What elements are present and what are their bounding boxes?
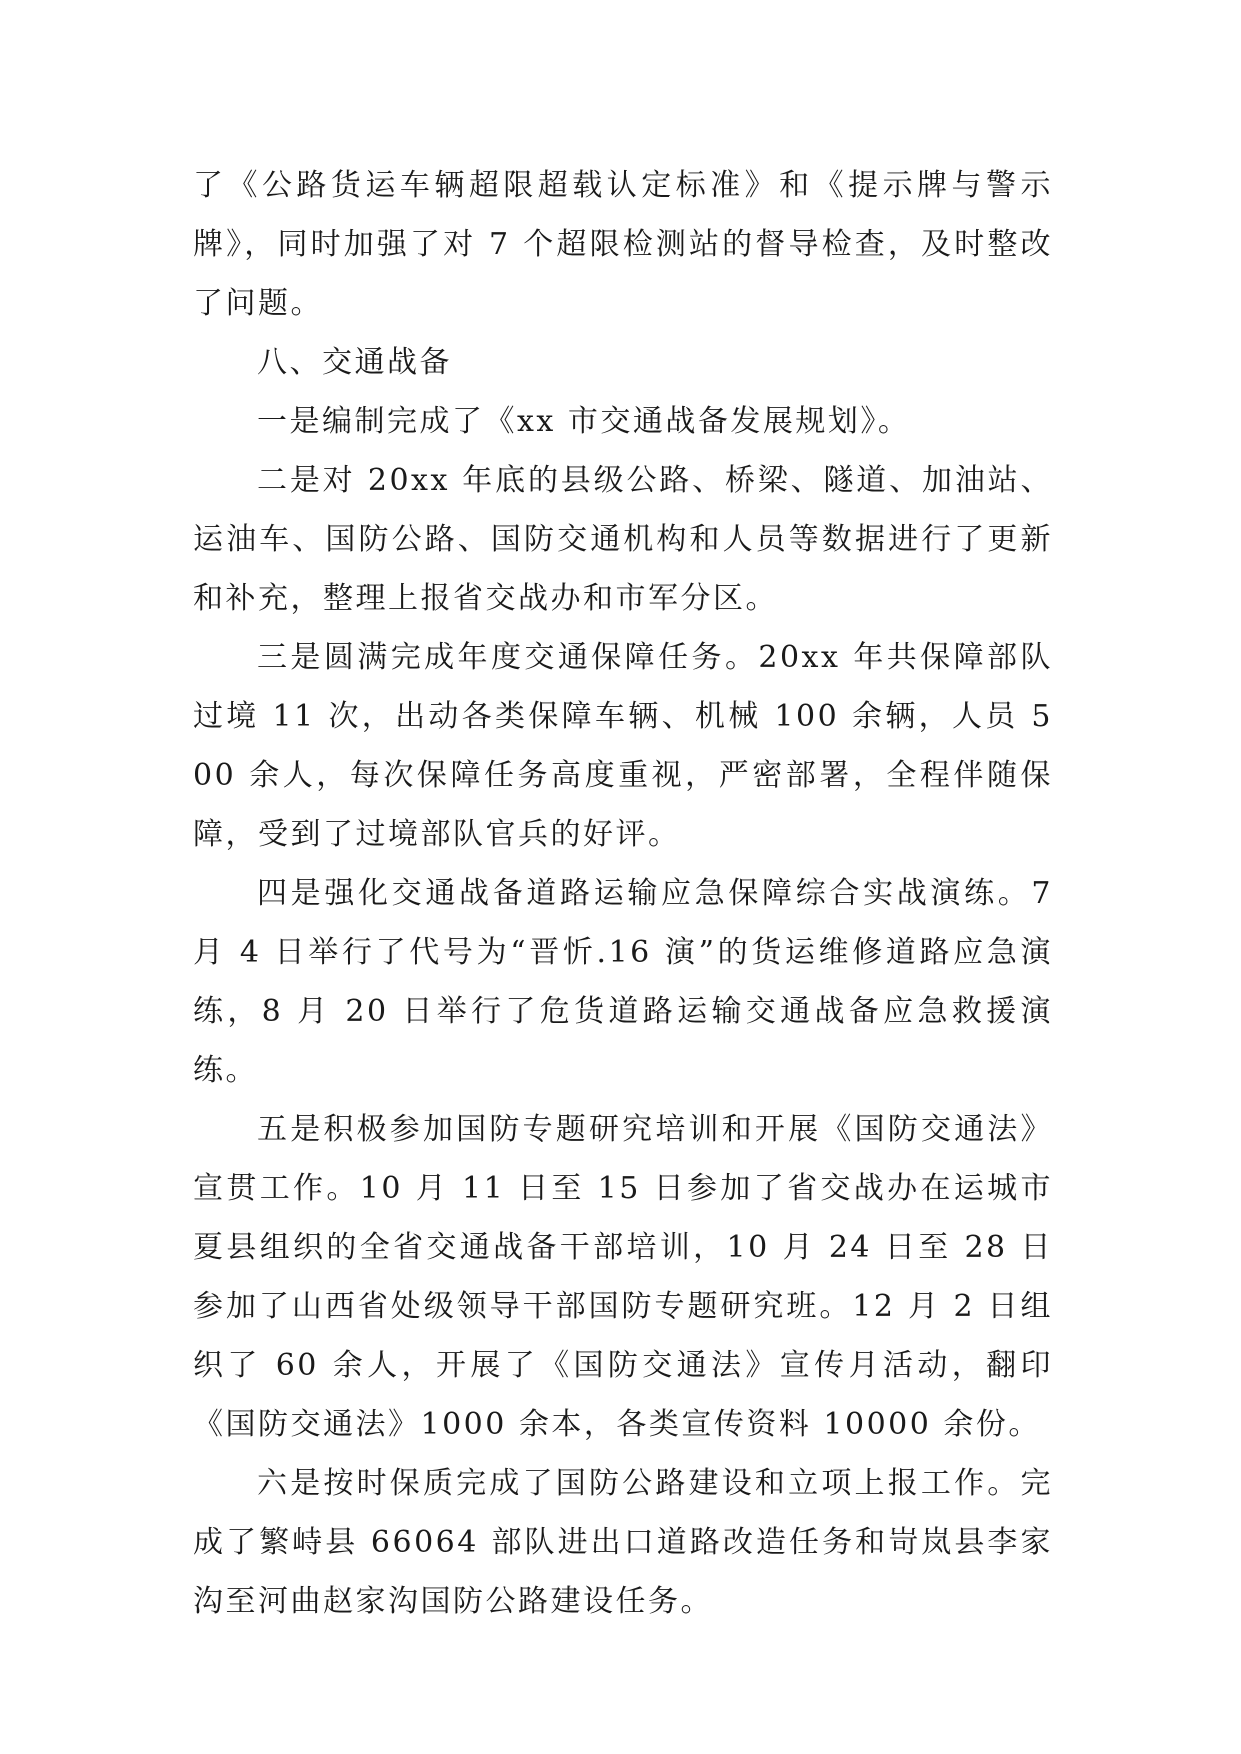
paragraph-item-3: 三是圆满完成年度交通保障任务。20xx 年共保障部队过境 11 次，出动各类保障车辆、机械 100 余辆，人员 500 余人，每次保障任务高度重视，严密部署，全程伴随保障，受到了过境部队官兵的好评。 (193, 640, 1053, 852)
paragraph-item-1: 一是编制完成了《xx 市交通战备发展规划》。 (257, 404, 911, 439)
paragraph-item-2: 二是对 20xx 年底的县级公路、桥梁、隧道、加油站、运油车、国防公路、国防交通机构和人员等数据进行了更新和补充，整理上报省交战办和市军分区。 (193, 463, 1053, 616)
paragraph-item-6: 六是按时保质完成了国防公路建设和立项上报工作。完成了繁峙县 66064 部队进出口道路改造任务和岢岚县李家沟至河曲赵家沟国防公路建设任务。 (193, 1466, 1053, 1619)
paragraph-continuation: 了《公路货运车辆超限超载认定标准》和《提示牌与警示牌》，同时加强了对 7 个超限检测站的督导检查，及时整改了问题。 (193, 168, 1053, 321)
paragraph-item-4: 四是强化交通战备道路运输应急保障综合实战演练。7 月 4 日举行了代号为“晋忻.16 演”的货运维修道路应急演练，8 月 20 日举行了危货道路运输交通战备应急救援演练。 (193, 876, 1053, 1088)
section-heading-traffic-readiness: 八、交通战备 (257, 345, 452, 380)
document-body (193, 156, 1053, 1631)
paragraph-item-5: 五是积极参加国防专题研究培训和开展《国防交通法》宣贯工作。10 月 11 日至 15 日参加了省交战办在运城市夏县组织的全省交通战备干部培训，10 月 24 日至 28 日参加了山西省处级领导干部国防专题研究班。12 月 2 日组织了 60 余人，开展了《国防交通法》宣传月活动，翻印《国防交通法》1000 余本，各类宣传资料 10000 余份。 (193, 1112, 1053, 1442)
